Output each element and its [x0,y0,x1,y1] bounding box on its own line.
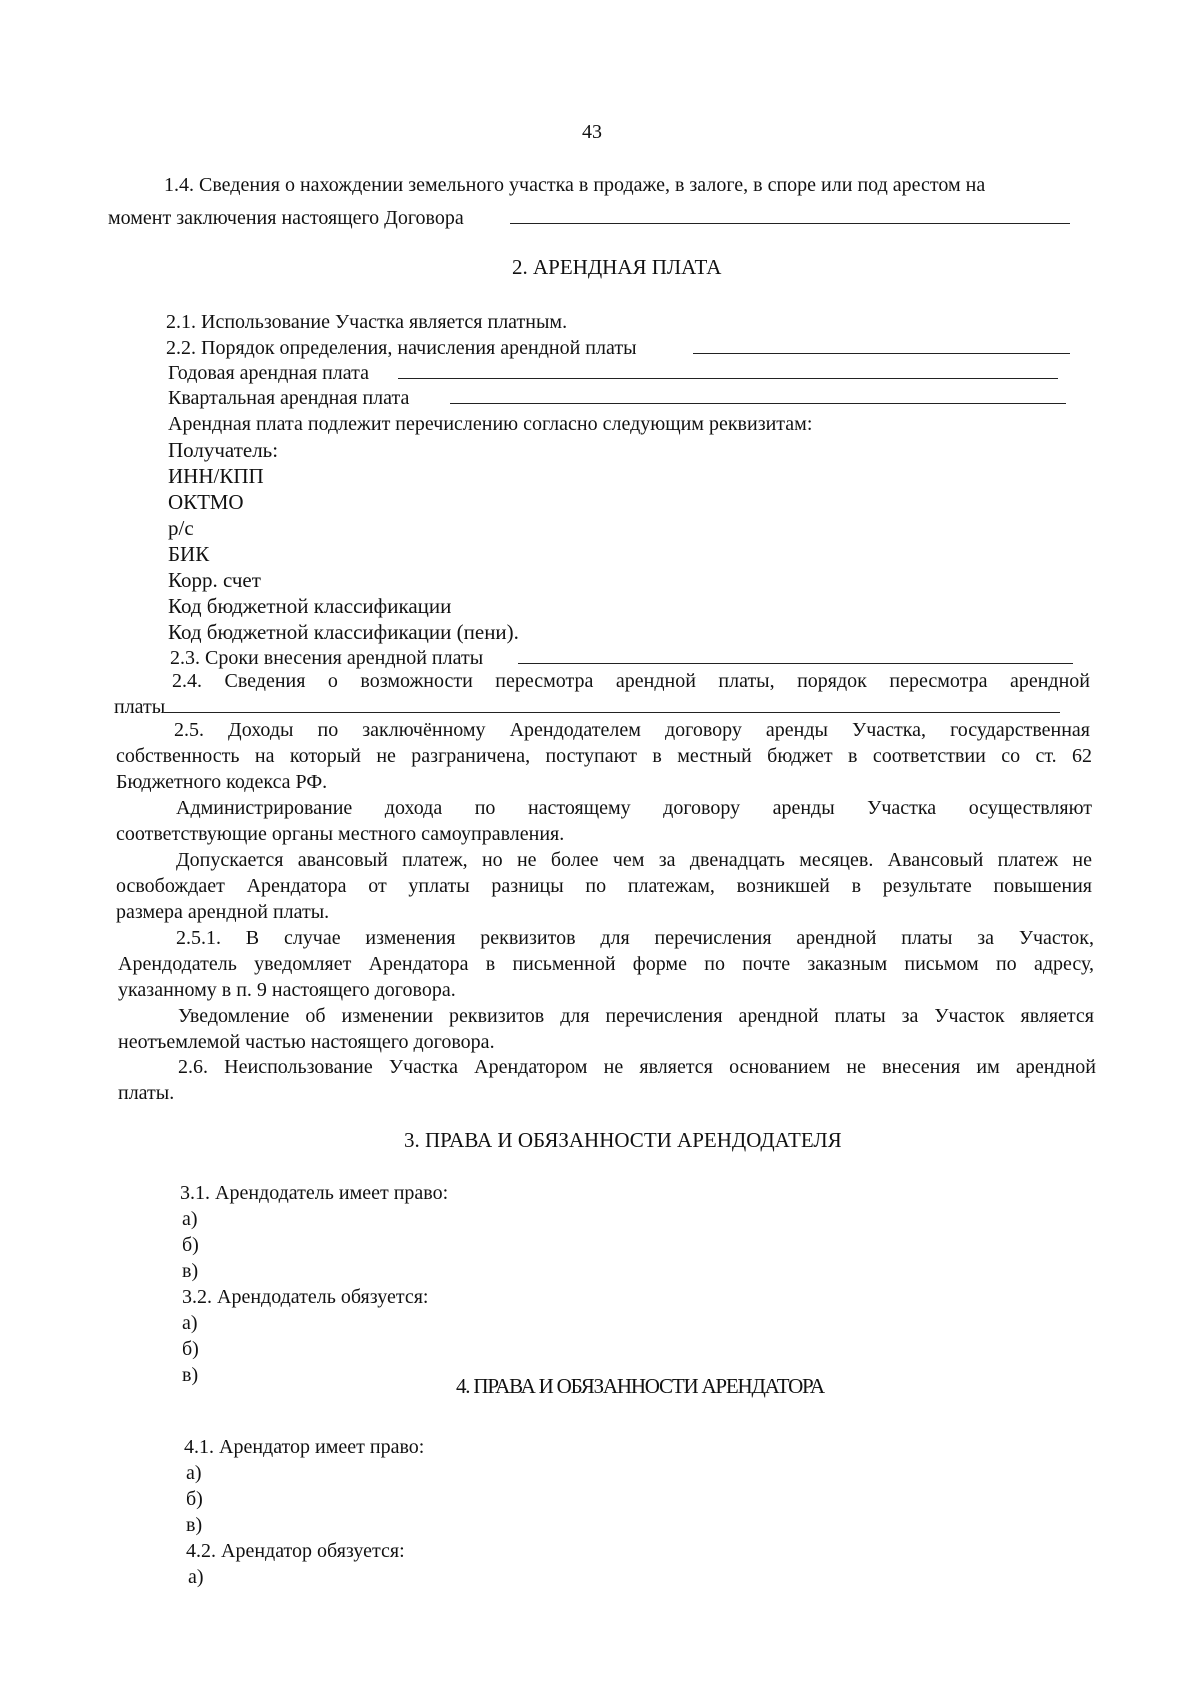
clause-2-4-line-1: 2.4. Сведения о возможности пересмотра арендной платы, порядок пересмотра арендной [172,670,1090,692]
requisite-recipient: Получатель: [168,438,279,462]
advance-line-3: размера арендной платы. [116,901,330,923]
list-item: в) [182,1364,199,1386]
clause-3-1: 3.1. Арендодатель имеет право: [180,1182,449,1204]
admin-line-2: соответствующие органы местного самоуправления. [116,823,565,845]
clause-2-4-line-2: платы [114,696,166,718]
list-item: а) [186,1462,202,1484]
fill-line [450,403,1066,404]
requisite-corr-account: Корр. счет [168,568,261,592]
requisite-inn-kpp: ИНН/КПП [168,464,264,488]
admin-line-1: Администрирование дохода по настоящему договору аренды Участка осуществляют [176,797,1092,819]
clause-2-5-line-3: Бюджетного кодекса РФ. [116,771,328,793]
clause-2-5-1-line-3: указанному в п. 9 настоящего договора. [118,979,456,1001]
requisite-budget-code: Код бюджетной классификации [168,594,452,618]
list-item: а) [182,1312,198,1334]
fill-line [164,712,1060,713]
clause-1-4-line-2: момент заключения настоящего Договора [108,207,464,229]
requisite-oktmo: ОКТМО [168,490,244,514]
clause-4-2: 4.2. Арендатор обязуется: [186,1540,405,1562]
requisite-account: р/с [168,516,194,540]
clause-1-4-line-1: 1.4. Сведения о нахождении земельного участка в продаже, в залоге, в споре или под арестом на [164,174,986,196]
clause-2-5-line-1: 2.5. Доходы по заключённому Арендодателем договору аренды Участка, государственная [174,719,1090,741]
list-item: б) [182,1234,199,1256]
section-4-heading: 4. ПРАВА И ОБЯЗАННОСТИ АРЕНДАТОРА [456,1374,824,1398]
clause-2-1: 2.1. Использование Участка является платным. [166,311,568,333]
clause-2-5-line-2: собственность на который не разграничена, поступают в местный бюджет в соответствии со ст. 62 [116,745,1092,767]
annual-rent-label: Годовая арендная плата [168,362,369,384]
clause-2-2: 2.2. Порядок определения, начисления арендной платы [166,337,637,359]
requisites-intro: Арендная плата подлежит перечислению согласно следующим реквизитам: [168,413,813,435]
section-3-heading: 3. ПРАВА И ОБЯЗАННОСТИ АРЕНДОДАТЕЛЯ [404,1128,842,1152]
fill-line [693,353,1070,354]
notice-line-1: Уведомление об изменении реквизитов для перечисления арендной платы за Участок является [178,1005,1094,1027]
clause-2-6-line-1: 2.6. Неиспользование Участка Арендатором не является основанием не внесения им арендной [178,1056,1096,1078]
requisite-budget-code-penalty: Код бюджетной классификации (пени). [168,620,519,644]
requisite-bik: БИК [168,542,210,566]
fill-line [518,663,1073,664]
clause-2-5-1-line-2: Арендодатель уведомляет Арендатора в письменной форме по почте заказным письмом по адресу, [118,953,1094,975]
list-item: б) [182,1338,199,1360]
list-item: в) [182,1260,199,1282]
clause-2-3: 2.3. Сроки внесения арендной платы [170,647,484,669]
clause-3-2: 3.2. Арендодатель обязуется: [182,1286,429,1308]
clause-2-5-1-line-1: 2.5.1. В случае изменения реквизитов для перечисления арендной платы за Участок, [176,927,1094,949]
fill-line [398,378,1058,379]
list-item: б) [186,1488,203,1510]
page-number: 43 [582,121,602,143]
list-item: в) [186,1514,203,1536]
clause-4-1: 4.1. Арендатор имеет право: [184,1436,425,1458]
quarterly-rent-label: Квартальная арендная плата [168,387,410,409]
section-2-heading: 2. АРЕНДНАЯ ПЛАТА [512,255,722,279]
fill-line [510,223,1070,224]
advance-line-1: Допускается авансовый платеж, но не более чем за двенадцать месяцев. Авансовый платеж не [176,849,1092,871]
list-item: а) [188,1566,204,1588]
clause-2-6-line-2: платы. [118,1082,175,1104]
notice-line-2: неотъемлемой частью настоящего договора. [118,1031,495,1053]
list-item: а) [182,1208,198,1230]
advance-line-2: освобождает Арендатора от уплаты разницы по платежам, возникшей в результате повышения [116,875,1092,897]
